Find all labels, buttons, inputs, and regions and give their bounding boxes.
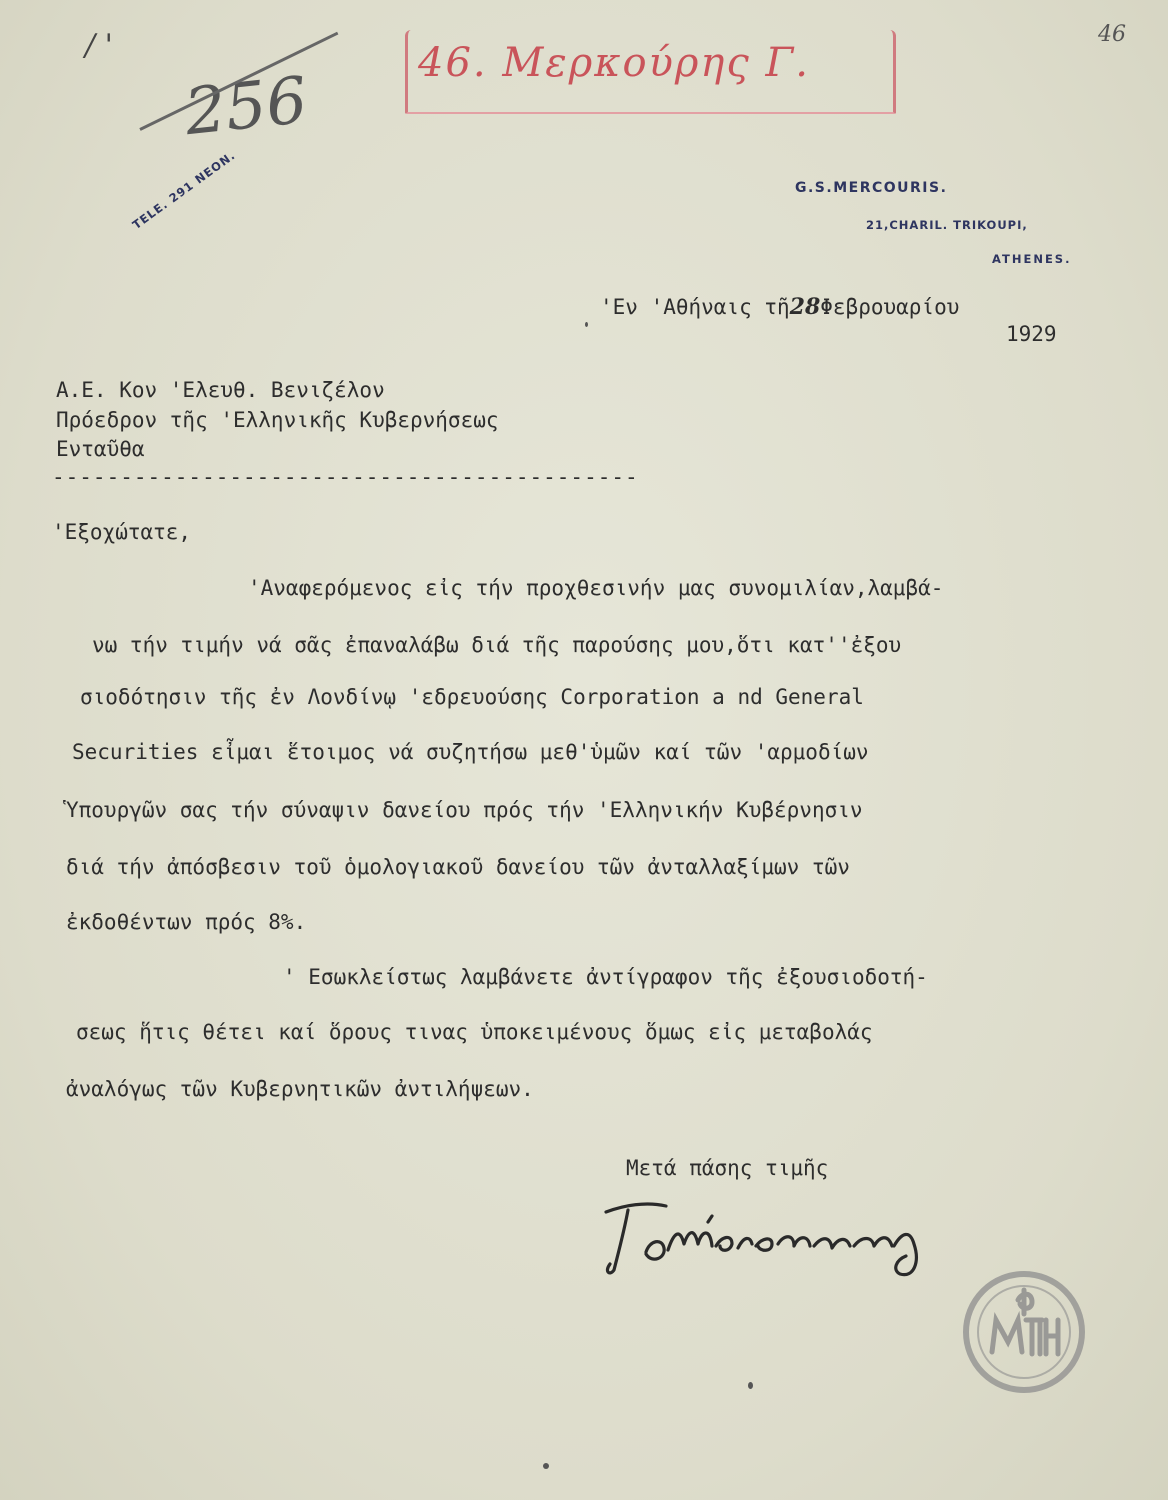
page-mark: 46	[1098, 22, 1126, 47]
body-line: νω τήν τιμήν νά σᾶς ἐπαναλάβω διά τῆς παρούσης μου,ὅτι κατ''ἐξου	[92, 633, 902, 657]
letterhead-address: 21,CHARIL. TRIKOUPI,	[866, 218, 1028, 232]
recipient-line-2: Πρόεδρον τῆς 'Ελληνικῆς Κυβερνήσεως	[56, 408, 499, 432]
date-day: 28	[789, 294, 821, 320]
date-line	[600, 294, 959, 320]
letterhead-name: G.S.MERCOURIS.	[795, 180, 948, 196]
closing: Μετά πάσης τιμῆς	[626, 1156, 829, 1180]
body-line: διά τήν ἀπόσβεσιν τοῦ ὁμολογιακοῦ δανείου τῶν ἀνταλλαξίμων τῶν	[66, 855, 850, 879]
paper-speck	[585, 322, 588, 327]
body-line: ἐκδοθέντων πρός 8%.	[66, 910, 307, 934]
archive-stamp	[962, 1270, 1086, 1394]
date-prefix: 'Εν 'Αθήναις τῆ	[600, 295, 790, 319]
body-line: σεως ἥτις θέτει καί ὅρους τινας ὑποκειμένους ὅμως εἰς μεταβολάς	[76, 1020, 873, 1044]
recipient-line-1: Α.Ε. Κον 'Ελευθ. Βενιζέλον	[56, 378, 385, 402]
salutation: 'Εξοχώτατε,	[52, 520, 192, 544]
red-handwritten-note: 46. Μερκούρης Γ.	[418, 40, 810, 86]
body-line: ' Εσωκλείστως λαμβάνετε ἀντίγραφον τῆς ἐξουσιοδοτή-	[283, 965, 928, 989]
date-year: 1929	[1006, 322, 1057, 346]
paper-speck	[543, 1463, 549, 1469]
margin-tick: / '	[85, 28, 113, 63]
letterhead-city: ATHENES.	[992, 252, 1072, 266]
archive-number: 256	[181, 63, 311, 151]
body-line: Securities εἶμαι ἕτοιμος νά συζητήσω μεθ'ὑμῶν καί τῶν 'αρμοδίων	[72, 740, 869, 764]
body-line: Ὑπουργῶν σας τήν σύναψιν δανείου πρός τήν 'Ελληνικήν Κυβέρνησιν	[66, 798, 863, 822]
recipient-line-3: Ενταῦθα	[56, 437, 145, 461]
letterhead-telephone: TELE. 291 NEON.	[129, 148, 238, 232]
signature	[588, 1192, 968, 1282]
date-month: Φεβρουαρίου	[820, 295, 960, 319]
body-line: ἀναλόγως τῶν Κυβερνητικῶν ἀντιλήψεων.	[66, 1077, 534, 1101]
paper-speck	[748, 1382, 753, 1389]
body-line: 'Αναφερόμενος εἰς τήν προχθεσινήν μας συνομιλίαν,λαμβά-	[248, 576, 944, 600]
recipient-rule: -------------------------------------------	[52, 465, 639, 489]
body-line: σιοδότησιν τῆς ἐν Λονδίνῳ 'εδρευούσης Corporation a nd General	[80, 685, 864, 709]
